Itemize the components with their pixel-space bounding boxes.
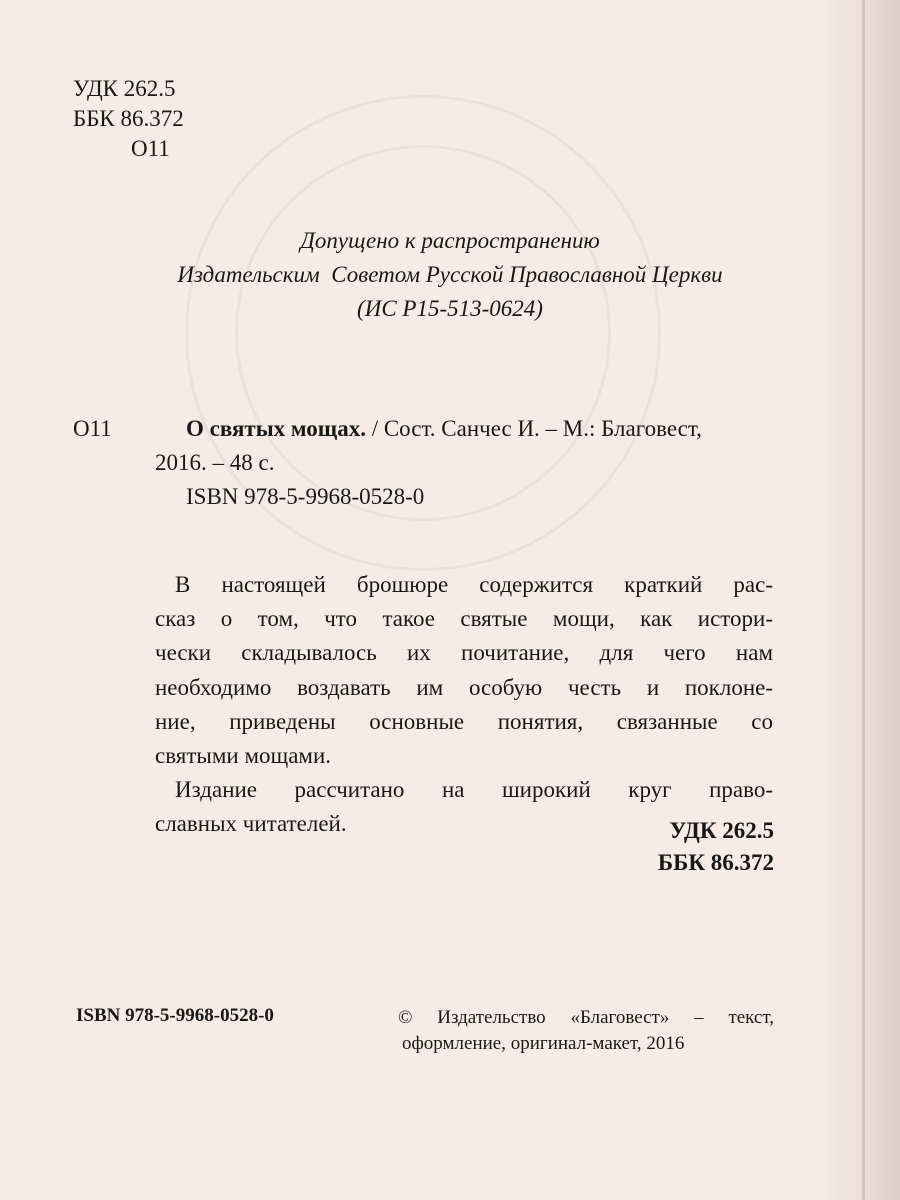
audience-line-1: Издание рассчитано на широкий круг право- [175,777,773,803]
approval-line-2: Издательским Советом Русской Православной Церкви [177,262,723,287]
entry-isbn: ISBN 978-5-9968-0528-0 [186,484,425,509]
classification-udk: УДК 262.5 [669,818,774,843]
entry-pages: 2016. – 48 с. [155,450,275,475]
entry-title-line [186,416,702,442]
abstract-line-3: чески складывалось их почитание, для чего нам [155,640,773,666]
audience-line-2: славных читателей. [155,811,347,837]
classification-bbk: ББК 86.372 [657,850,774,875]
watermark-circle-inner [235,145,611,521]
header-author-sign: О11 [131,136,170,161]
footer-isbn: ISBN 978-5-9968-0528-0 [76,1005,274,1026]
abstract-paragraph [155,568,773,842]
abstract-line-2: сказ о том, что такое святые мощи, как истори- [155,606,773,632]
header-bbk: ББК 86.372 [73,106,184,131]
abstract-line-4: необходимо воздавать им особую честь и поклоне- [155,674,773,700]
copyright-notice [398,1005,774,1057]
approval-line-1: Допущено к распространению [300,228,600,253]
copyright-line-2: оформление, оригинал-макет, 2016 [402,1033,685,1054]
entry-title: О святых мощах. [186,416,366,441]
abstract-line-1: В настоящей брошюре содержится краткий рас- [175,572,773,597]
entry-publication: / Сост. Санчес И. – М.: Благовест, [365,416,702,441]
abstract-line-6: святыми мощами. [155,743,332,769]
page-crease [862,0,865,1200]
copyright-line-1: © Издательство «Благовест» – текст, [398,1007,774,1028]
entry-code: О11 [73,416,112,441]
approval-line-3: (ИС Р15-513-0624) [357,296,543,321]
header-udk: УДК 262.5 [73,76,176,101]
abstract-line-5: ние, приведены основные понятия, связанные со [155,708,773,734]
